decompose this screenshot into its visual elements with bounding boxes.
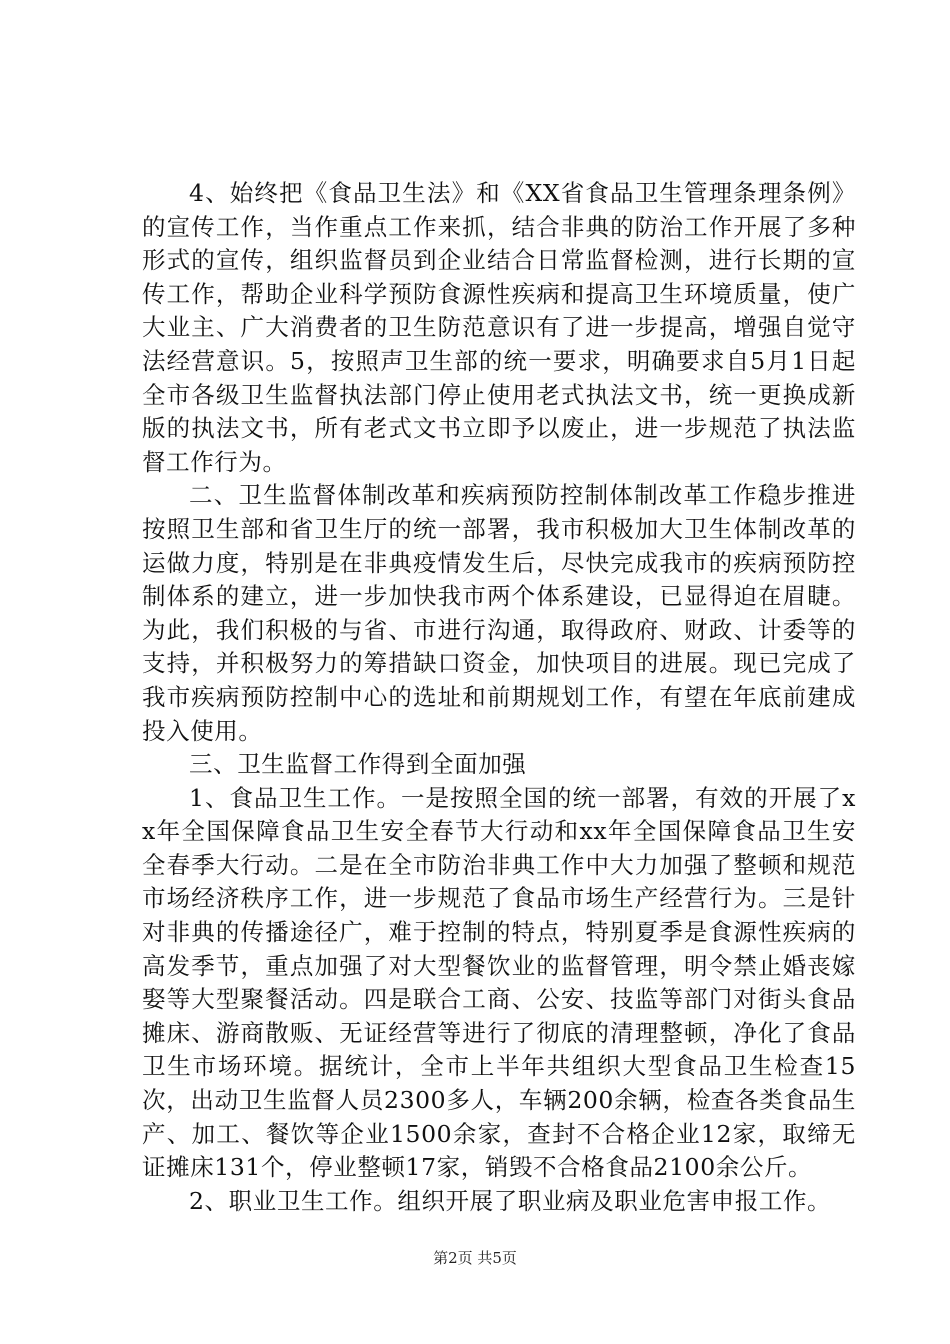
paragraph-system-reform: 二、卫生监督体制改革和疾病预防控制体制改革工作稳步推进按照卫生部和省卫生厅的统一部署，我市积极加大卫生体制改革的运做力度，特别是在非典疫情发生后，尽快完成我市的疾病预防控制体系的建立，进一步加快我市两个体系建设，已显得迫在眉睫。为此，我们积极的与省、市进行沟通，取得政府、财政、计委等的支持，并积极努力的筹措缺口资金，加快项目的进展。现已完成了我市疾病预防控制中心的选址和前期规划工作，有望在年底前建成投入使用。 bbox=[142, 481, 856, 745]
section-heading-supervision: 三、卫生监督工作得到全面加强 bbox=[189, 750, 527, 779]
paragraph-occupational-hygiene: 2、职业卫生工作。组织开展了职业病及职业危害申报工作。 bbox=[189, 1186, 832, 1215]
paragraph-food-law-publicity: 4、始终把《食品卫生法》和《XX省食品卫生管理条理条例》的宣传工作，当作重点工作来抓，结合非典的防治工作开展了多种形式的宣传，组织监督员到企业结合日常监督检测，进行长期的宣传工作，帮助企业科学预防食源性疾病和提高卫生环境质量，使广大业主、广大消费者的卫生防范意识有了进一步提高，增强自觉守法经营意识。5，按照声卫生部的统一要求，明确要求自5月1日起全市各级卫生监督执法部门停止使用老式执法文书，统一更换成新版的执法文书，所有老式文书立即予以废止，进一步规范了执法监督工作行为。 bbox=[142, 179, 856, 476]
document-body bbox=[142, 177, 856, 1218]
page-footer: 第2页 共5页 bbox=[433, 1249, 517, 1267]
paragraph-food-hygiene: 1、食品卫生工作。一是按照全国的统一部署，有效的开展了xx年全国保障食品卫生安全春节大行动和xx年全国保障食品卫生安全春季大行动。二是在全市防治非典工作中大力加强了整顿和规范市场经济秩序工作，进一步规范了食品市场生产经营行为。三是针对非典的传播途径广，难于控制的特点，特别夏季是食源性疾病的高发季节，重点加强了对大型餐饮业的监督管理，明令禁止婚丧嫁娶等大型聚餐活动。四是联合工商、公安、技监等部门对街头食品摊床、游商散贩、无证经营等进行了彻底的清理整顿，净化了食品卫生市场环境。据统计，全市上半年共组织大型食品卫生检查15次，出动卫生监督人员2300多人，车辆200余辆，检查各类食品生产、加工、餐饮等企业1500余家，查封不合格企业12家，取缔无证摊床131个，停业整顿17家，销毁不合格食品2100余公斤。 bbox=[142, 783, 856, 1182]
